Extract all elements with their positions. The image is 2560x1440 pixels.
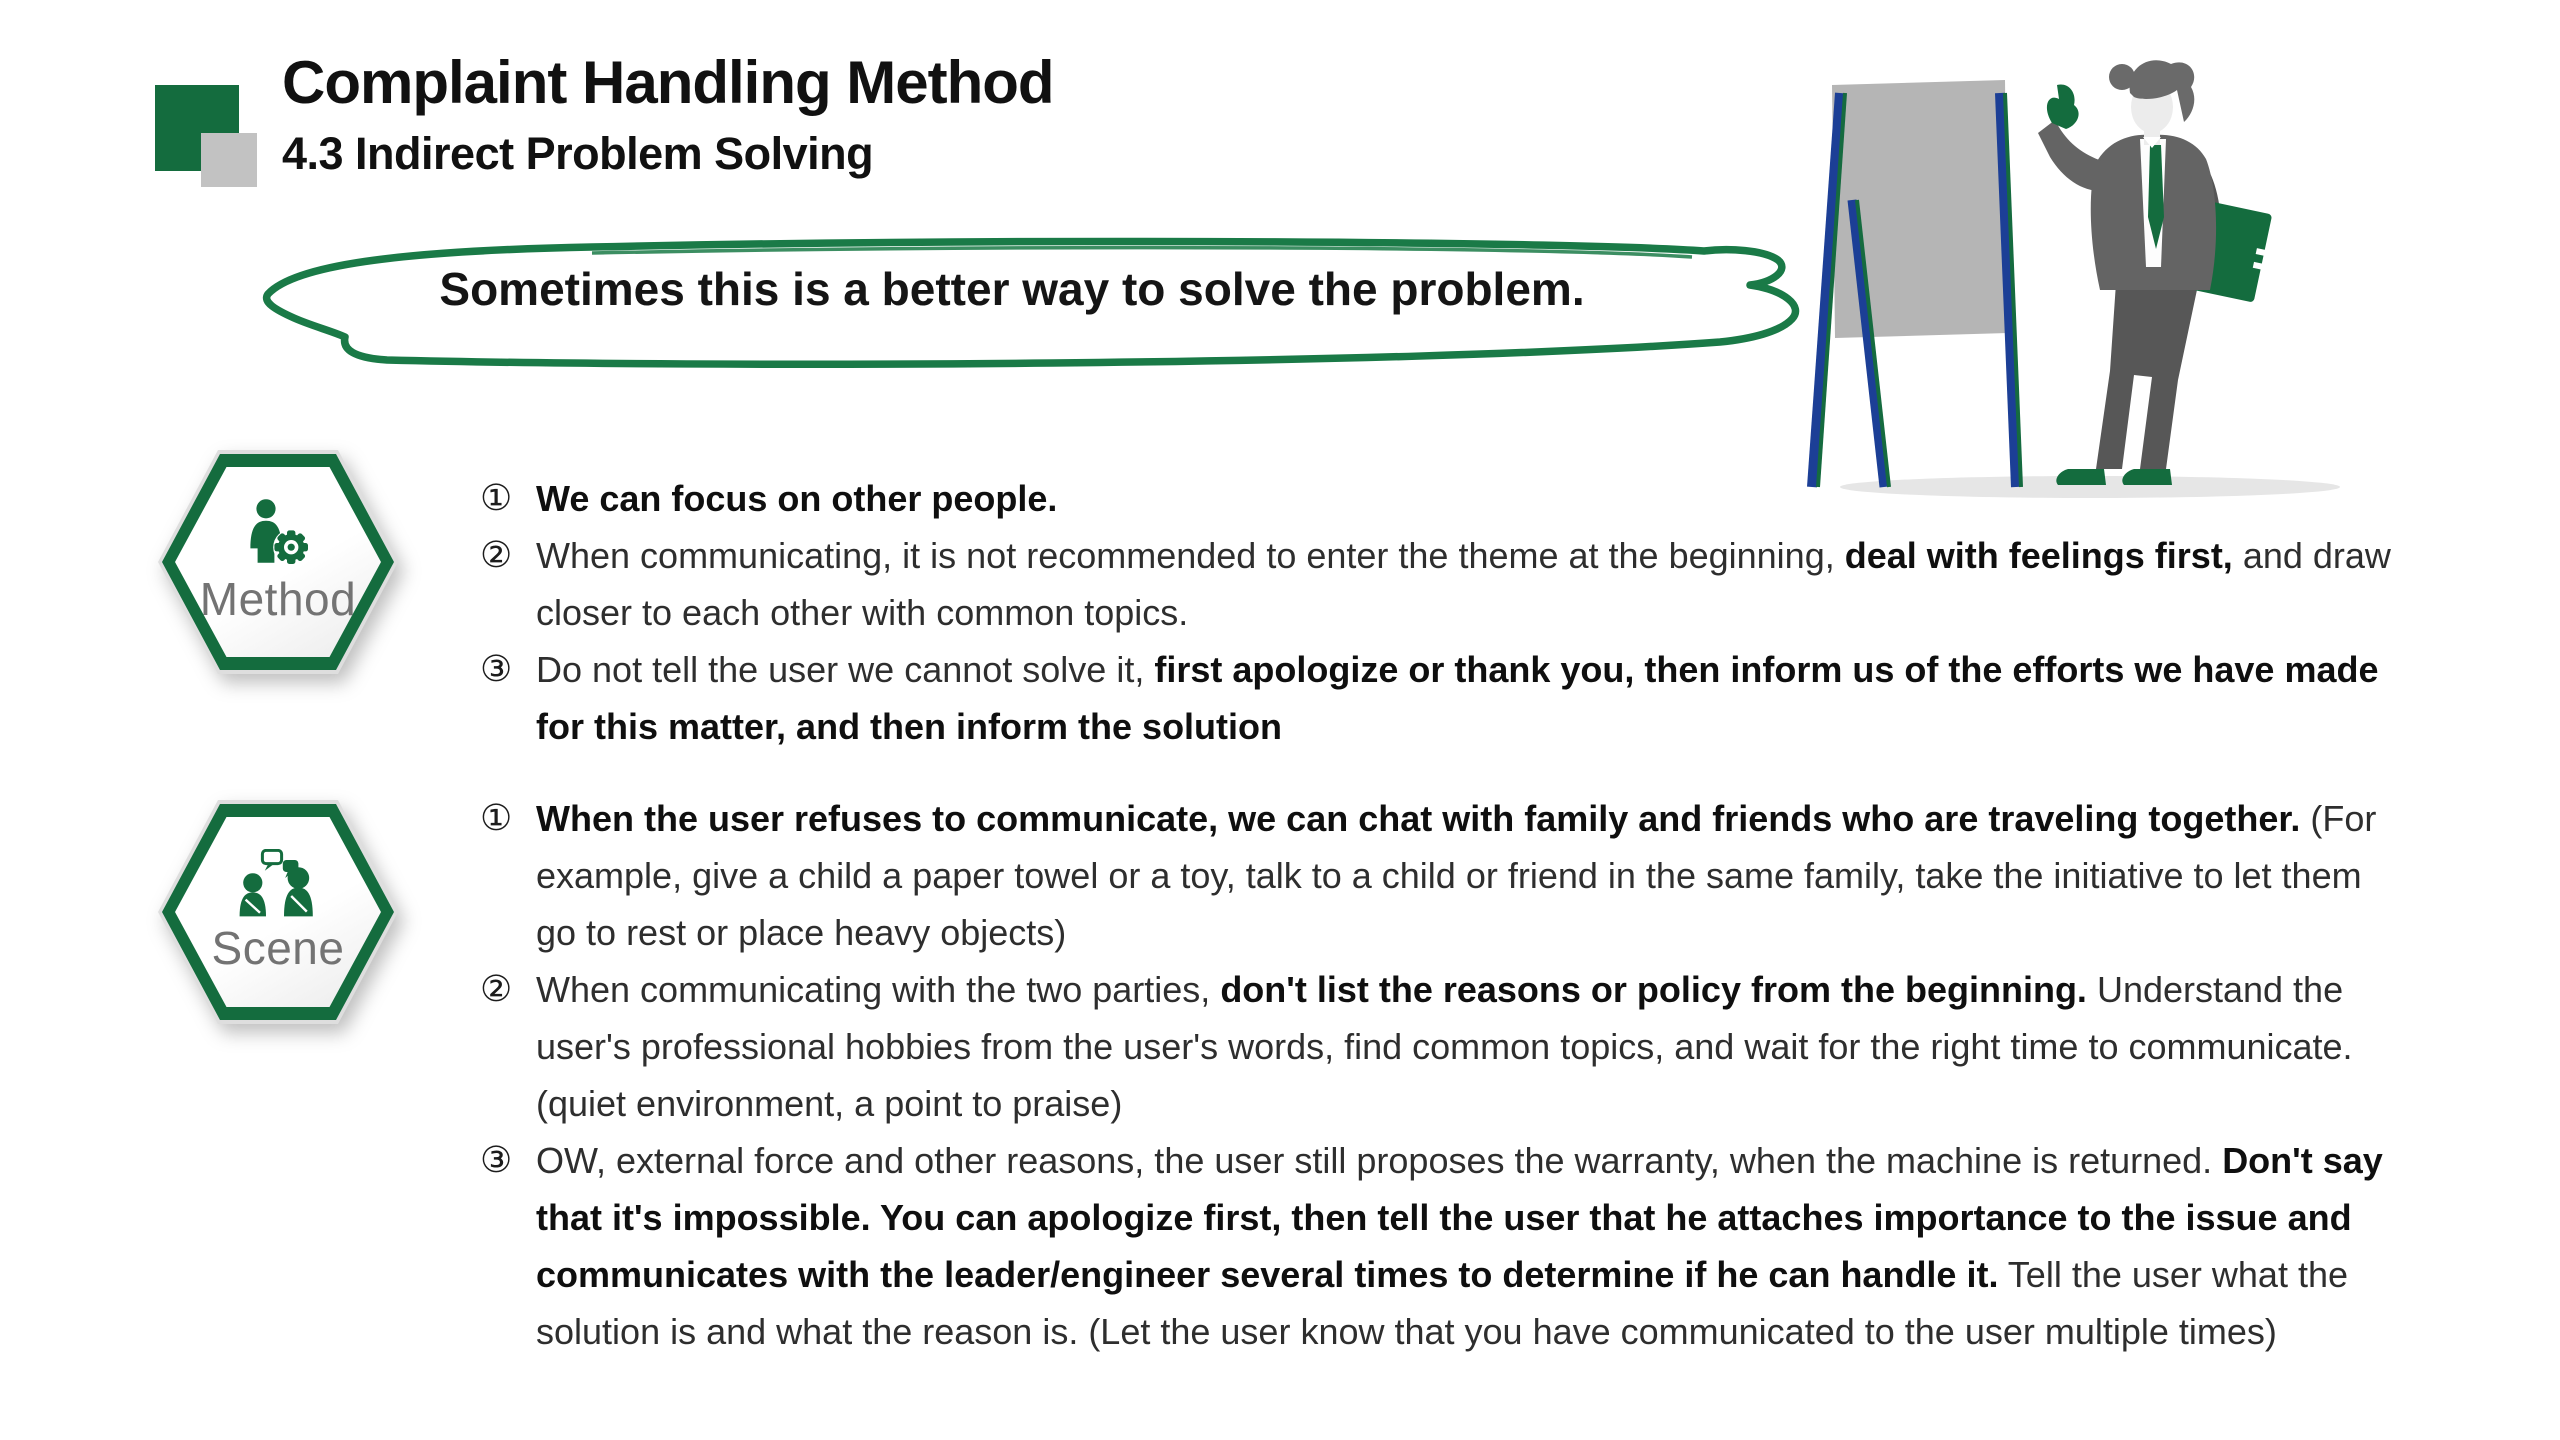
title-gray-square (201, 133, 257, 187)
item-number: ② (480, 969, 513, 1010)
item-text: We can focus on other people. (536, 478, 1058, 519)
item-text: When the user refuses to communicate, we can chat with family and friends who are traveling together. (For example, give a child a paper towel or a toy, talk to a child or friend in the same family, take the initiative to let them go to rest or place heavy objects) (536, 798, 2377, 953)
item-number: ① (480, 478, 513, 519)
item-number: ③ (480, 1140, 513, 1181)
speech-bubble-text: Sometimes this is a better way to solve the problem. (439, 263, 1585, 315)
item-text: When communicating with the two parties, don't list the reasons or policy from the beginning. Understand the user's professional hobbies from the user's words, find common topics, and wait for the right time to communicate. (quiet environment, a point to praise) (536, 969, 2353, 1124)
page-title: Complaint Handling Method (282, 49, 1054, 116)
item-text: OW, external force and other reasons, the user still proposes the warranty, when the machine is returned. Don't say that it's impossible. You can apologize first, then tell the user that he attaches importance to the issue and communicates with the leader/engineer several times to determine if he can handle it. Tell the user what the solution is and what the reason is. (Let the user know that you have communicated to the user multiple times) (536, 1140, 2383, 1352)
scene-item-list (480, 790, 2400, 1360)
people-chat-icon (236, 849, 320, 919)
method-label: Method (199, 573, 357, 625)
list-item (480, 527, 2400, 641)
list-item (480, 961, 2400, 1132)
scene-badge (158, 800, 398, 1024)
page-subtitle: 4.3 Indirect Problem Solving (282, 128, 874, 179)
list-item (480, 641, 2400, 755)
list-item (480, 790, 2400, 961)
item-text: Do not tell the user we cannot solve it, first apologize or thank you, then inform us of the efforts we have made for this matter, and then inform the solution (536, 649, 2379, 747)
method-item-list (480, 470, 2400, 755)
presenter-person (2038, 60, 2273, 485)
item-number: ② (480, 535, 513, 576)
method-badge (158, 450, 398, 674)
item-text: When communicating, it is not recommended to enter the theme at the beginning, deal with feelings first, and draw closer to each other with common topics. (536, 535, 2391, 633)
scene-label: Scene (211, 922, 345, 974)
list-item (480, 470, 2400, 527)
item-number: ③ (480, 649, 513, 690)
person-gear-icon (237, 498, 319, 570)
list-item (480, 1132, 2400, 1360)
presenter-illustration (1800, 35, 2360, 505)
item-number: ① (480, 798, 513, 839)
